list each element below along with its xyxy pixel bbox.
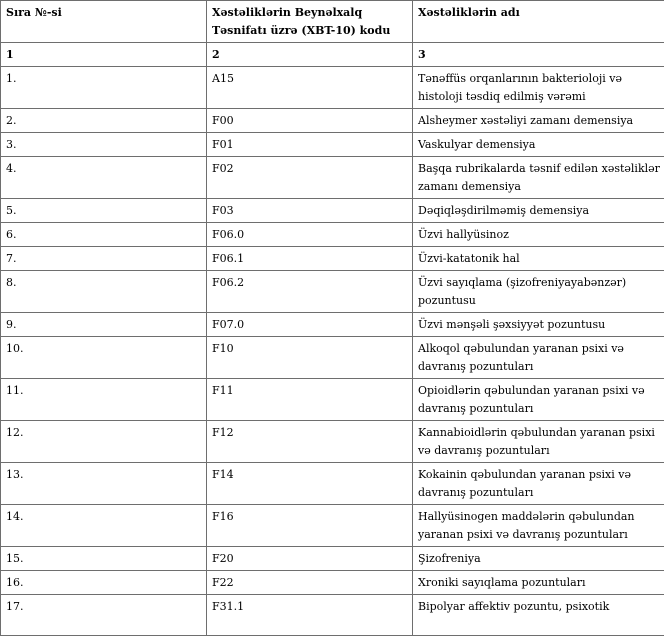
disease-name: Tənəffüs orqanlarının bakterioloji və histoloji təsdiq edilmiş vərəmi <box>413 67 664 109</box>
disease-name: Dəqiqləşdirilməmiş demensiya <box>413 199 664 223</box>
table-row <box>1 421 664 463</box>
table-row <box>1 223 664 247</box>
row-number: 12. <box>1 421 207 463</box>
column-number: 2 <box>207 43 413 67</box>
row-number: 8. <box>1 271 207 313</box>
disease-name: Üzvi hallyüsinoz <box>413 223 664 247</box>
row-number: 13. <box>1 463 207 505</box>
table-row <box>1 571 664 595</box>
table-row <box>1 547 664 571</box>
row-number: 7. <box>1 247 207 271</box>
disease-name: Şizofreniya <box>413 547 664 571</box>
table-row <box>1 463 664 505</box>
disease-name: Üzvi mənşəli şəxsiyyət pozuntusu <box>413 313 664 337</box>
disease-name: Kannabioidlərin qəbulundan yaranan psixi və davranış pozuntuları <box>413 421 664 463</box>
disease-name: Alkoqol qəbulundan yaranan psixi və davranış pozuntuları <box>413 337 664 379</box>
table-row <box>1 67 664 109</box>
disease-name: Bipolyar affektiv pozuntu, psixotik <box>413 595 664 636</box>
table-row <box>1 109 664 133</box>
icd10-code: F10 <box>207 337 413 379</box>
icd10-code: F06.1 <box>207 247 413 271</box>
disease-name: Hallyüsinogen maddələrin qəbulundan yaranan psixi və davranış pozuntuları <box>413 505 664 547</box>
row-number: 2. <box>1 109 207 133</box>
header-disease-name: Xəstəliklərin adı <box>413 1 664 43</box>
header-number: Sıra №-si <box>1 1 207 43</box>
icd10-code: F06.2 <box>207 271 413 313</box>
disease-name: Alsheymer xəstəliyi zamanı demensiya <box>413 109 664 133</box>
table-row <box>1 157 664 199</box>
row-number: 6. <box>1 223 207 247</box>
row-number: 4. <box>1 157 207 199</box>
table-row <box>1 505 664 547</box>
row-number: 5. <box>1 199 207 223</box>
icd10-code: F31.1 <box>207 595 413 636</box>
row-number: 16. <box>1 571 207 595</box>
icd10-code: F11 <box>207 379 413 421</box>
column-number-row <box>1 43 664 67</box>
table-row <box>1 133 664 157</box>
row-number: 14. <box>1 505 207 547</box>
table-row <box>1 271 664 313</box>
icd10-code: F02 <box>207 157 413 199</box>
icd10-code: F00 <box>207 109 413 133</box>
column-number: 1 <box>1 43 207 67</box>
disease-name: Opioidlərin qəbulundan yaranan psixi və davranış pozuntuları <box>413 379 664 421</box>
icd10-code: F07.0 <box>207 313 413 337</box>
disease-name: Üzvi sayıqlama (şizofreniyayabənzər) pozuntusu <box>413 271 664 313</box>
icd10-code: F06.0 <box>207 223 413 247</box>
column-number: 3 <box>413 43 664 67</box>
table-row <box>1 313 664 337</box>
row-number: 10. <box>1 337 207 379</box>
table-header-row <box>1 1 664 43</box>
row-number: 3. <box>1 133 207 157</box>
header-icd10-code: Xəstəliklərin Beynəlxalq Təsnifatı üzrə (XBT-10) kodu <box>207 1 413 43</box>
icd10-code: F16 <box>207 505 413 547</box>
table-row <box>1 379 664 421</box>
row-number: 1. <box>1 67 207 109</box>
row-number: 9. <box>1 313 207 337</box>
disease-name: Başqa rubrikalarda təsnif edilən xəstəliklər zamanı demensiya <box>413 157 664 199</box>
disease-name: Kokainin qəbulundan yaranan psixi və davranış pozuntuları <box>413 463 664 505</box>
icd10-code: A15 <box>207 67 413 109</box>
icd10-code: F03 <box>207 199 413 223</box>
icd10-code: F22 <box>207 571 413 595</box>
icd10-code: F12 <box>207 421 413 463</box>
table-row <box>1 595 664 636</box>
table-row <box>1 337 664 379</box>
row-number: 11. <box>1 379 207 421</box>
disease-name: Vaskulyar demensiya <box>413 133 664 157</box>
icd10-code: F20 <box>207 547 413 571</box>
table-row <box>1 199 664 223</box>
disease-name: Üzvi-katatonik hal <box>413 247 664 271</box>
icd10-code: F01 <box>207 133 413 157</box>
disease-name: Xroniki sayıqlama pozuntuları <box>413 571 664 595</box>
row-number: 15. <box>1 547 207 571</box>
row-number: 17. <box>1 595 207 636</box>
table-row <box>1 247 664 271</box>
icd10-code: F14 <box>207 463 413 505</box>
